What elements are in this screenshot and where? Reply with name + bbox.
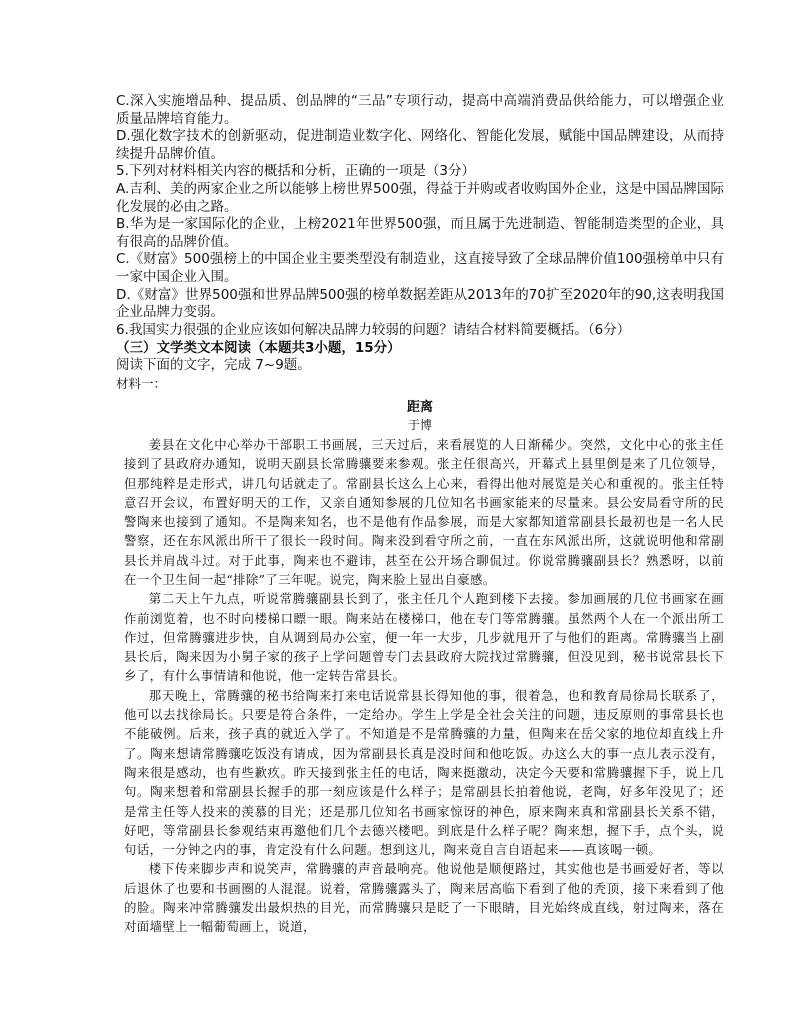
- section-3-instruction: 阅读下面的文字，完成 7~9题。: [116, 357, 311, 374]
- option-c-prev: C.深入实施增品种、提品质、创品牌的“三品”专项行动，提高中高端消费品供给能力，可以增强企业质量品牌培育能力。: [116, 93, 724, 127]
- material-label: 材料一：: [116, 375, 167, 391]
- question-5-stem: 5.下列对材料相关内容的概括和分析，正确的一项是（3分）: [116, 163, 475, 180]
- question-6: 6.我国实力很强的企业应该如何解决品牌力较弱的问题？请结合材料简要概括。（6分）: [116, 321, 631, 338]
- question-5-option-d: D.《财富》世界500强和世界品牌500强的榜单数据差距从2013年的70扩至2020年的90,这表明我国企业品牌力变弱。: [116, 286, 724, 321]
- story-paragraph: 第二天上午九点，听说常腾骧副县长到了，张主任几个人跑到楼下去接。参加画展的几位书画家在画作前浏览着，也不时向楼梯口瞟一眼。陶来站在楼梯口，他在专门等常腾骧。虽然两个人在一个派出所工作过，但常腾骧进步快，自从调到局办公室，便一年一大步，几步就甩开了与他们的距离。常腾骧当上副县长后，陶来因为小舅子家的孩子上学问题曾专门去县政府大院找过常腾骧，但没见到，秘书说常县长下乡了，有什么事情请和他说，他一定转告常县长。: [124, 591, 724, 684]
- section-3-heading: （三）文学类文本阅读（本题共3小题，15分）: [116, 340, 401, 357]
- story-paragraph: 楼下传来脚步声和说笑声，常腾骧的声音最响亮。他说他是顺便路过，其实他也是书画爱好者，等以后退休了也要和书画圈的人混混。说着，常腾骧露头了，陶来居高临下看到了他的秃顶，接下来看到了他的脸。陶来冲常腾骧发出最炽热的目光，而常腾骧只是眨了一下眼睛，目光始终成直线，射过陶来，落在对面墙壁上一幅葡萄画上，说道，: [124, 861, 724, 935]
- option-d-prev: D.强化数字技术的创新驱动，促进制造业数字化、网络化、智能化发展，赋能中国品牌建设，从而持续提升品牌价值。: [116, 128, 724, 162]
- question-5-option-b: B.华为是一家国际化的企业，上榜2021年世界500强，而且属于先进制造、智能制造类型的企业，具有很高的品牌价值。: [116, 216, 724, 250]
- question-5-option-c: C.《财富》500强榜上的中国企业主要类型没有制造业，这直接导致了全球品牌价值100强榜单中只有一家中国企业入围。: [116, 251, 724, 285]
- story-paragraph: 那天晚上，常腾骧的秘书给陶来打来电话说常县长得知他的事，很着急，也和教育局徐局长联系了，他可以去找徐局长。只要是符合条件，一定给办。学生上学是全社会关注的问题，违反原则的事常县长也不能破例。后来，孩子真的就近入学了。不知道是不是常腾骧的力量，但陶来在岳父家的地位却直线上升了。陶来想请常腾骧吃饭没有请成，因为常副县长真是没时间和他吃饭。办这么大的事一点儿表示没有，陶来很是感动，也有些歉疚。昨天接到张主任的电话，陶来挺激动，决定今天要和常腾骧握下手，说上几句。陶来想着和常副县长握手的那一刻应该是什么样子；是常副县长拍着他说，老陶，好多年没见了；还是常主任等人投来的羡慕的目光；还是那几位知名书画家惊讶的神色，原来陶来真和常副县长关系不错，好吧，等常副县长参观结束再邀他们几个去德兴楼吧。到底是什么样子呢？陶来想，握下手，点个头，说句话，一分钟之内的事，肯定没有什么问题。想到这儿，陶来竟自言自语起来——真该喝一顿。: [124, 687, 724, 858]
- question-5-option-a: A.吉利、美的两家企业之所以能够上榜世界500强，得益于并购或者收购国外企业，这是中国品牌国际化发展的必由之路。: [116, 180, 724, 215]
- story-author: 于博: [407, 417, 432, 432]
- story-paragraph: 姜县在文化中心举办干部职工书画展，三天过后，来看展览的人日渐稀少。突然，文化中心的张主任接到了县政府办通知，说明天副县长常腾骧要来参观。张主任很高兴，开幕式上县里倒是来了几位领导，但那纯粹是走形式，讲几句话就走了。常副县长这么上心来，看得出他对展览是关心和重视的。张主任特意召开会议，布置好明天的工作，又亲自通知参展的几位知名书画家能来的尽量来。县公安局看守所的民警陶来也接到了通知。不是陶来知名，也不是他有作品参展，而是大家都知道常副县长最初也是一名人民警察，还在东风派出所干了很长一段时间。陶来没到看守所之前，一直在东风派出所，这就说明他和常副县长并肩战斗过。对于此事，陶来也不避讳，甚至在公开场合聊侃过。你说常腾骧副县长？熟悉呀，以前在一个卫生间一起“排除”了三年呢。说完，陶来脸上显出自豪感。: [124, 436, 724, 587]
- story-title: 距离: [406, 399, 433, 415]
